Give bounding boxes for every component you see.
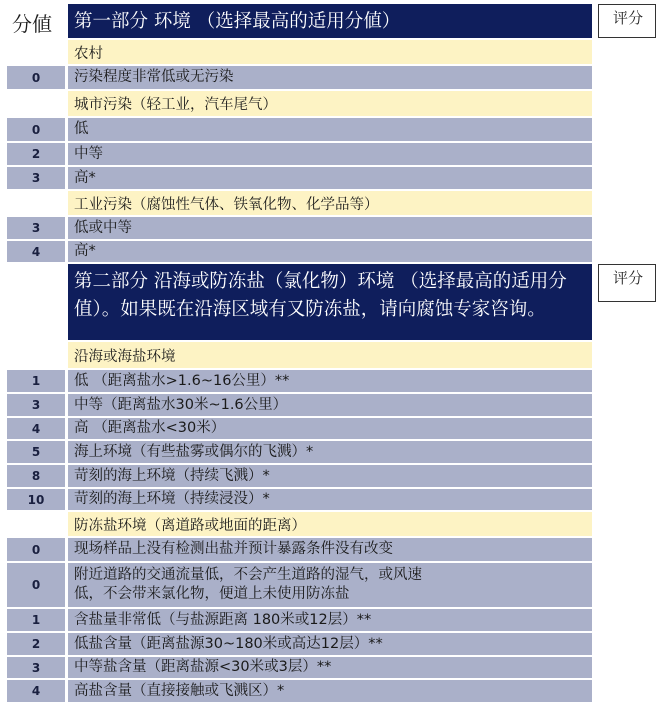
table-row — [7, 680, 592, 702]
section-heading-rural: 农村 — [68, 40, 592, 64]
row-value: 1 — [7, 370, 65, 392]
row-value: 0 — [7, 563, 65, 607]
row-text: 苛刻的海上环境（持续浸没）* — [68, 489, 592, 510]
table-row — [7, 66, 592, 89]
row-text: 低 — [68, 118, 592, 141]
row-value: 8 — [7, 465, 65, 487]
row-text: 低 （距离盐水>1.6~16公里）** — [68, 370, 592, 392]
section-heading-coastal: 沿海或海盐环境 — [68, 342, 592, 368]
row-text: 高* — [68, 241, 592, 262]
row-value: 5 — [7, 441, 65, 463]
row-value: 4 — [7, 418, 65, 439]
row-text: 污染程度非常低或无污染 — [68, 66, 592, 89]
table-row — [7, 217, 592, 239]
row-text: 高* — [68, 167, 592, 189]
table-row — [7, 538, 592, 561]
table-row — [7, 441, 592, 463]
row-value: 1 — [7, 609, 65, 631]
part2-title: 第二部分 沿海或防冻盐（氯化物）环境 （选择最高的适用分值）。如果既在沿海区域有又防冻盐，请向腐蚀专家咨询。 — [68, 264, 592, 340]
table-row — [7, 563, 592, 607]
table-row — [7, 657, 592, 678]
table-row — [7, 489, 592, 510]
row-text: 中等 — [68, 143, 592, 165]
row-text: 中等盐含量（距离盐源<30米或3层）** — [68, 657, 592, 678]
row-value: 2 — [7, 143, 65, 165]
part2-score-box[interactable]: 评分 — [598, 264, 656, 302]
score-column-header: 分値 — [12, 12, 52, 36]
table-row — [7, 633, 592, 655]
row-value: 4 — [7, 680, 65, 702]
row-value: 3 — [7, 657, 65, 678]
row-text: 低或中等 — [68, 217, 592, 239]
row-text: 现场样品上没有检测出盐并预计暴露条件没有改变 — [68, 538, 592, 561]
table-row — [7, 118, 592, 141]
table-row — [7, 394, 592, 416]
table-row — [7, 167, 592, 189]
row-text: 海上环境（有些盐雾或偶尔的飞溅）* — [68, 441, 592, 463]
table-row — [7, 418, 592, 439]
row-text: 高盐含量（直接接触或飞溅区）* — [68, 680, 592, 702]
section-heading-deicing: 防冻盐环境（离道路或地面的距离） — [68, 512, 592, 536]
row-text: 附近道路的交通流量低，不会产生道路的湿气，或风速低，不会带来氯化物，便道上未使用防冻盐 — [68, 563, 592, 607]
table-row — [7, 370, 592, 392]
row-value: 3 — [7, 217, 65, 239]
row-value: 4 — [7, 241, 65, 262]
row-value: 0 — [7, 118, 65, 141]
row-text: 低盐含量（距离盐源30~180米或高达12层）** — [68, 633, 592, 655]
row-text: 含盐量非常低（与盐源距离 180米或12层）** — [68, 609, 592, 631]
row-value: 10 — [7, 489, 65, 510]
table-row — [7, 241, 592, 262]
part1-score-box[interactable]: 评分 — [598, 4, 656, 38]
table-row — [7, 465, 592, 487]
table-row — [7, 143, 592, 165]
row-value: 2 — [7, 633, 65, 655]
row-text: 苛刻的海上环境（持续飞溅）* — [68, 465, 592, 487]
row-text: 中等（距离盐水30米~1.6公里） — [68, 394, 592, 416]
row-value: 3 — [7, 394, 65, 416]
row-text: 高 （距离盐水<30米） — [68, 418, 592, 439]
section-heading-industrial: 工业污染（腐蚀性气体、铁氧化物、化学品等） — [68, 191, 592, 215]
table-row — [7, 609, 592, 631]
row-value: 3 — [7, 167, 65, 189]
part1-title: 第一部分 环境 （选择最高的适用分値） — [68, 4, 592, 38]
row-value: 0 — [7, 66, 65, 89]
row-value: 0 — [7, 538, 65, 561]
section-heading-urban: 城市污染（轻工业，汽车尾气） — [68, 91, 592, 116]
